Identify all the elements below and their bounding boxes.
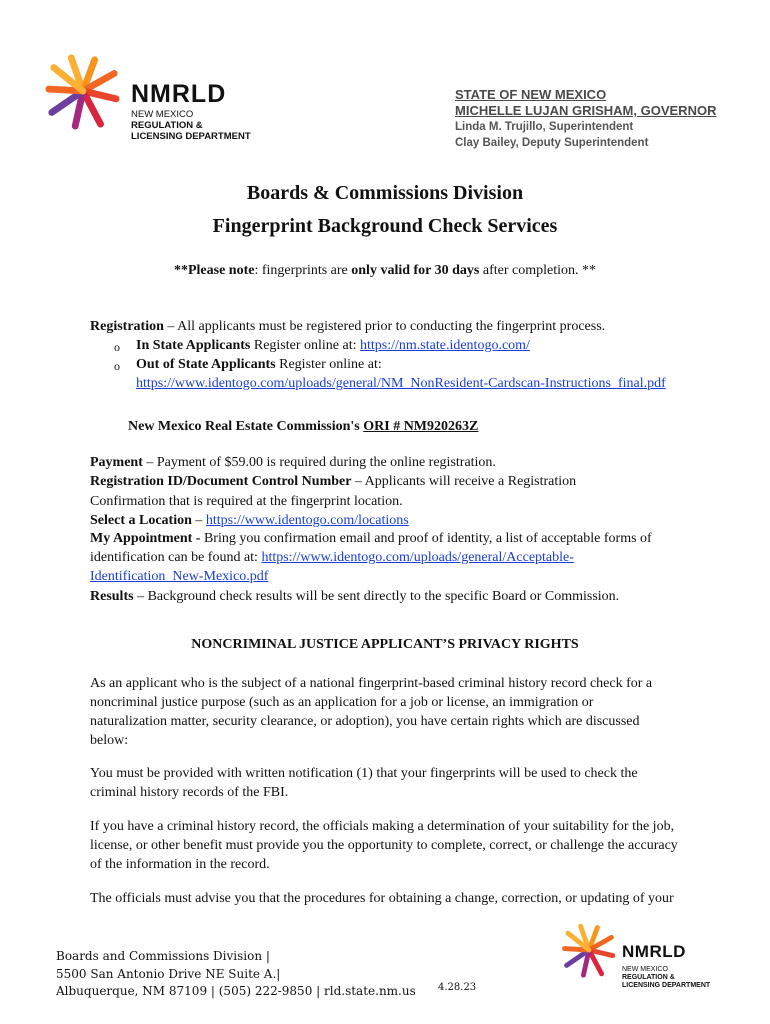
footer-logo-sub-1: NEW MEXICO	[622, 966, 668, 973]
logo-wordmark: NMRLD	[131, 80, 227, 108]
appointment-line	[90, 529, 652, 548]
location-link[interactable]: https://www.identogo.com/locations	[205, 513, 409, 528]
privacy-intro-line-2: noncriminal justice purpose (such as an application for a job or license, an immigration or	[90, 695, 594, 710]
right-2-line-1: If you have a criminal history record, the officials making a determination of your suitability for the job,	[90, 819, 675, 834]
in-state-text: Register online at:	[250, 338, 361, 353]
note-suffix: after completion. **	[479, 263, 597, 278]
footer-logo-sub-3: LICENSING DEPARTMENT	[622, 982, 711, 989]
division-title: Boards & Commissions Division	[246, 182, 524, 204]
right-1	[90, 764, 638, 802]
footer-logo-wordmark: NMRLD	[622, 942, 686, 961]
right-2	[90, 817, 678, 874]
nmrld-logo-mark	[44, 52, 122, 130]
payment-line	[90, 453, 496, 472]
footer-logo-subtitle	[622, 966, 710, 990]
payment-label: Payment	[90, 455, 143, 470]
state-name: STATE OF NEW MEXICO	[455, 87, 607, 102]
footer-line-3: Albuquerque, NM 87109 | (505) 222-9850 | rld.state.nm.us	[56, 984, 416, 998]
right-1-line-2: criminal history records of the FBI.	[90, 785, 289, 800]
ori-code: ORI # NM920263Z	[363, 419, 479, 434]
location-label: Select a Location	[90, 513, 192, 528]
regid-label: Registration ID/Document Control Number	[90, 474, 352, 489]
identification-link-part-2[interactable]: Identification_New-Mexico.pdf	[90, 569, 269, 584]
privacy-heading: NONCRIMINAL JUSTICE APPLICANT’S PRIVACY RIGHTS	[191, 637, 579, 652]
footer-line-1: Boards and Commissions Division |	[56, 949, 270, 963]
revision-date: 4.28.23	[438, 982, 477, 993]
appointment-line-3	[90, 567, 268, 586]
appointment-label: My Appointment -	[90, 531, 201, 546]
privacy-intro-line-3: naturalization matter, security clearance, or adoption), you have certain rights which are discussed	[90, 714, 640, 729]
payment-text: – Payment of $59.00 is required during the online registration.	[142, 455, 496, 470]
location-line	[90, 511, 409, 530]
validity-note	[0, 263, 770, 279]
regid-line	[90, 472, 576, 491]
right-1-line-1: You must be provided with written notification (1) that your fingerprints will be used to check the	[90, 766, 638, 781]
regid-text-1: – Applicants will receive a Registration	[351, 474, 577, 489]
footer-logo-mark	[561, 922, 617, 978]
results-line	[90, 587, 619, 606]
privacy-intro-line-1: As an applicant who is the subject of a national fingerprint-based criminal history record check for a	[90, 676, 653, 691]
appointment-line-2	[90, 548, 574, 567]
identification-link-part-1[interactable]: https://www.identogo.com/uploads/general/Acceptable-	[261, 550, 574, 565]
note-bold: only valid for 30 days	[351, 263, 480, 278]
out-state-link[interactable]	[136, 374, 666, 393]
results-label: Results	[90, 589, 134, 604]
regid-text-2: Confirmation that is required at the fingerprint location.	[90, 494, 403, 509]
out-state-text: Register online at:	[275, 357, 382, 372]
registration-label: Registration	[90, 319, 164, 334]
note-mid: : fingerprints are	[254, 263, 352, 278]
sub-bullet-icon: o	[114, 340, 120, 354]
logo-sub-line-1: NEW MEXICO	[131, 109, 194, 120]
superintendent-name: Linda M. Trujillo, Superintendent	[455, 121, 634, 133]
results-text: – Background check results will be sent directly to the specific Board or Commission.	[133, 589, 620, 604]
right-2-line-3: of the information in the record.	[90, 857, 270, 872]
logo-sub-line-2: REGULATION &	[131, 120, 203, 131]
out-state-label: Out of State Applicants	[136, 357, 276, 372]
footer-line-2: 5500 San Antonio Drive NE Suite A.|	[56, 966, 281, 981]
right-3	[90, 889, 674, 908]
sub-bullet-icon: o	[114, 359, 120, 373]
location-dash: –	[191, 513, 206, 528]
out-state-line	[136, 355, 382, 374]
right-3-line-1: The officials must advise you that the procedures for obtaining a change, correction, or updating of your	[90, 891, 674, 906]
logo-sub-line-3: LICENSING DEPARTMENT	[131, 131, 251, 142]
note-prefix: **Please note	[173, 263, 255, 278]
governor-name: MICHELLE LUJAN GRISHAM, GOVERNOR	[455, 103, 717, 118]
in-state-label: In State Applicants	[136, 338, 251, 353]
service-title: Fingerprint Background Check Services	[212, 215, 558, 237]
in-state-link[interactable]: https://nm.state.identogo.com/	[360, 338, 530, 353]
deputy-superintendent-name: Clay Bailey, Deputy Superintendent	[455, 137, 649, 149]
footer-logo-sub-2: REGULATION &	[622, 974, 675, 981]
right-2-line-2: license, or other benefit must provide you the opportunity to complete, correct, or challenge the accuracy	[90, 838, 678, 853]
in-state-line	[136, 336, 530, 355]
out-state-link-text[interactable]: https://www.identogo.com/uploads/general/NM_NonResident-Cardscan-Instructions_final.pdf	[136, 376, 666, 391]
state-header-block	[455, 87, 716, 151]
appointment-text-1: Bring you confirmation email and proof of identity, a list of acceptable forms of	[200, 531, 652, 546]
registration-line	[90, 317, 605, 336]
ori-line	[128, 417, 478, 436]
privacy-intro	[90, 674, 652, 750]
privacy-intro-line-4: below:	[90, 733, 129, 748]
registration-text: – All applicants must be registered prior to conducting the fingerprint process.	[163, 319, 606, 334]
appointment-text-2: identification can be found at:	[90, 550, 262, 565]
logo-subtitle	[131, 109, 251, 142]
footer-address	[56, 948, 416, 1001]
ori-text: New Mexico Real Estate Commission's	[128, 419, 364, 434]
